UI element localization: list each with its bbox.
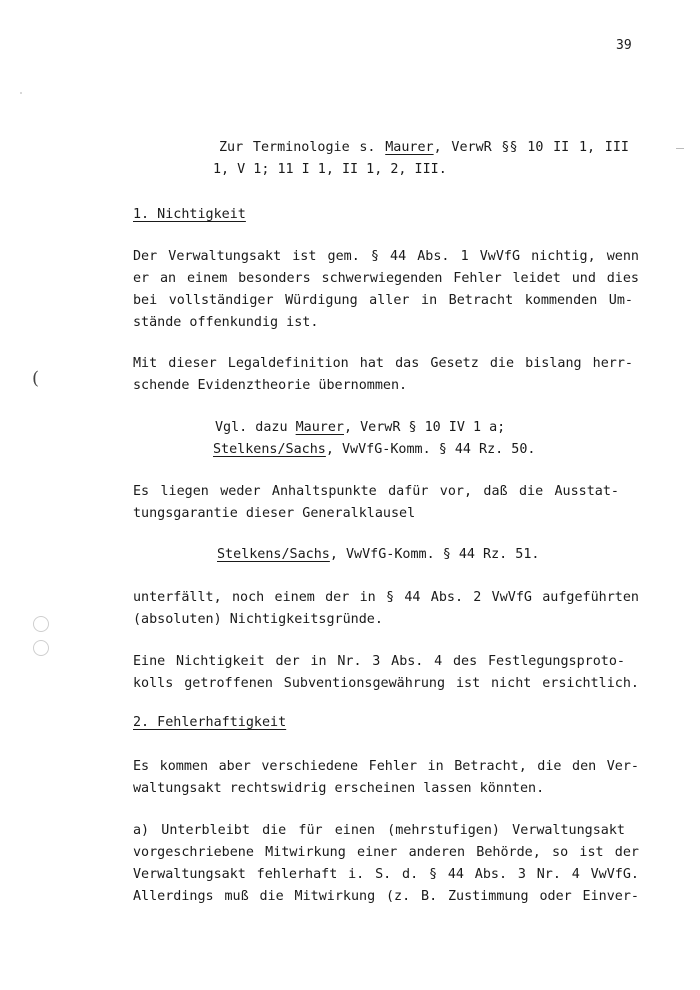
underlined-reference: Stelkens/Sachs [217, 547, 330, 562]
text-line [219, 137, 629, 159]
margin-parenthesis-mark: ( [32, 368, 40, 389]
text-line [213, 159, 447, 181]
text-line [133, 651, 625, 673]
text-line [133, 312, 318, 334]
text-line [133, 712, 286, 734]
text-line [133, 609, 383, 631]
text-line [133, 503, 415, 525]
text-line [133, 353, 633, 375]
text-line [133, 886, 639, 908]
text-segment: er an einem besonders schwerwiegenden Fehler leidet und dies [133, 271, 639, 286]
text-segment: waltungsakt rechtswidrig erscheinen lassen könnten. [133, 781, 545, 796]
text-segment: kolls getroffenen Subventionsgewährung ist nicht ersichtlich. [133, 676, 639, 691]
text-segment: , VerwR § 10 IV 1 a; [344, 420, 506, 435]
text-line [133, 268, 639, 290]
text-segment: unterfällt, noch einem der in § 44 Abs. 2 VwVfG aufgeführten [133, 590, 639, 605]
underlined-reference: 2. Fehlerhaftigkeit [133, 715, 287, 730]
underlined-reference: Maurer [385, 140, 434, 155]
underlined-reference: 1. Nichtigkeit [133, 207, 246, 222]
text-line [133, 842, 639, 864]
text-segment: , VwVfG-Komm. § 44 Rz. 50. [325, 442, 536, 457]
text-segment: Verwaltungsakt fehlerhaft i. S. d. § 44 Abs. 3 Nr. 4 VwVfG. [133, 867, 639, 882]
underlined-reference: Stelkens/Sachs [213, 442, 326, 457]
text-segment: Es liegen weder Anhaltspunkte dafür vor, daß die Ausstat- [133, 484, 619, 499]
text-line [133, 375, 407, 397]
text-line [217, 544, 539, 566]
text-line [133, 204, 246, 226]
text-segment: Es kommen aber verschiedene Fehler in Betracht, die den Ver- [133, 759, 639, 774]
punch-hole-bottom [33, 640, 49, 656]
text-line [133, 673, 639, 695]
text-line [133, 864, 639, 886]
text-line [133, 756, 639, 778]
text-segment: Der Verwaltungsakt ist gem. § 44 Abs. 1 VwVfG nichtig, wenn [133, 249, 639, 264]
text-segment: , VwVfG-Komm. § 44 Rz. 51. [329, 547, 540, 562]
margin-dash-mark [676, 148, 684, 149]
text-segment: , VerwR §§ 10 II 1, III [433, 140, 629, 155]
text-line [133, 820, 625, 842]
text-segment: schende Evidenztheorie übernommen. [133, 378, 408, 393]
text-segment: Mit dieser Legaldefinition hat das Gesetz die bislang herr- [133, 356, 633, 371]
text-segment: Zur Terminologie s. [219, 140, 386, 155]
text-line [133, 778, 544, 800]
text-line [133, 481, 619, 503]
text-line [133, 587, 639, 609]
margin-speck [20, 92, 22, 94]
punch-hole-top [33, 616, 49, 632]
text-segment: 1, V 1; 11 I 1, II 1, 2, III. [213, 162, 447, 177]
text-segment: a) Unterbleibt die für einen (mehrstufigen) Verwaltungsakt [133, 823, 625, 838]
text-line [213, 439, 535, 461]
text-segment: Allerdings muß die Mitwirkung (z. B. Zustimmung oder Einver- [133, 889, 639, 904]
text-segment: bei vollständiger Würdigung aller in Betracht kommenden Um- [133, 293, 633, 308]
text-line [133, 246, 639, 268]
text-line [133, 290, 633, 312]
page-number: 39 [616, 38, 632, 53]
text-segment: Vgl. dazu [215, 420, 296, 435]
text-segment: vorgeschriebene Mitwirkung einer anderen Behörde, so ist der [133, 845, 639, 860]
text-segment: Eine Nichtigkeit der in Nr. 3 Abs. 4 des Festlegungsproto- [133, 654, 625, 669]
text-segment: tungsgarantie dieser Generalklausel [133, 506, 416, 521]
text-segment: (absoluten) Nichtigkeitsgründe. [133, 612, 383, 627]
text-line [215, 417, 505, 439]
text-segment: stände offenkundig ist. [133, 315, 319, 330]
underlined-reference: Maurer [295, 420, 344, 435]
